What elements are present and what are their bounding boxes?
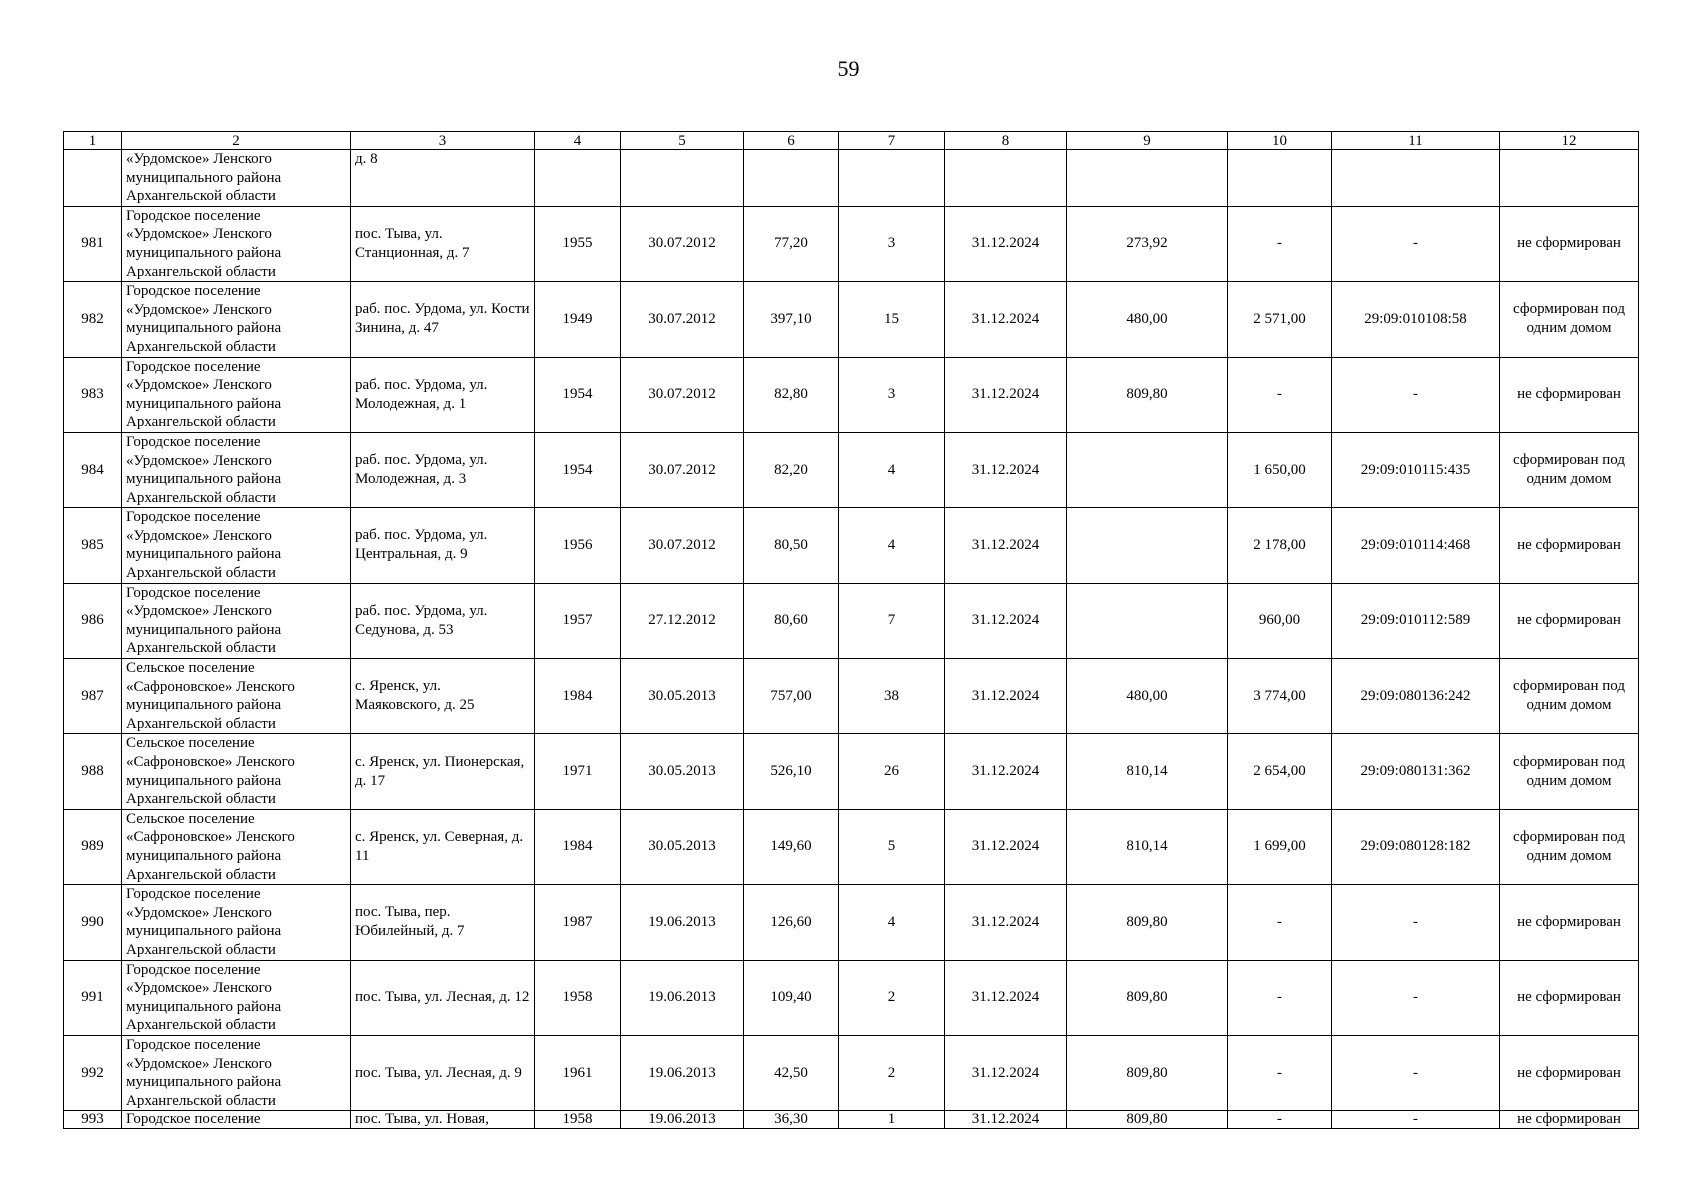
- cell-num: 986: [64, 583, 122, 658]
- cell-col10: 1 699,00: [1228, 809, 1332, 884]
- cell-area: 526,10: [744, 734, 839, 809]
- cell-cadastral: 29:09:010112:589: [1332, 583, 1500, 658]
- cell-date: 19.06.2013: [621, 1035, 744, 1110]
- cell-area: 80,60: [744, 583, 839, 658]
- registry-table: [63, 131, 1639, 1129]
- cell-num: 992: [64, 1035, 122, 1110]
- cell-address: пос. Тыва, ул. Новая,: [351, 1111, 535, 1129]
- cell-year: 1956: [535, 508, 621, 583]
- cell-land-status: не сформирован: [1500, 960, 1639, 1035]
- cell-address: с. Яренск, ул. Пионерская, д. 17: [351, 734, 535, 809]
- cell-col10: -: [1228, 960, 1332, 1035]
- cell-col9: 809,80: [1067, 1111, 1228, 1129]
- cell-residents: 5: [839, 809, 945, 884]
- cell-year: 1954: [535, 432, 621, 507]
- cell-residents: 3: [839, 206, 945, 281]
- cell-address: пос. Тыва, ул. Лесная, д. 12: [351, 960, 535, 1035]
- cell-municipality: Городское поселение «Урдомское» Ленского муниципального района Архангельской области: [122, 432, 351, 507]
- cell-empty: [1228, 150, 1332, 207]
- cell-col9: 809,80: [1067, 1035, 1228, 1110]
- table-row: [64, 659, 1639, 734]
- cell-municipality: Сельское поселение «Сафроновское» Ленского муниципального района Архангельской области: [122, 734, 351, 809]
- table-row: [64, 1035, 1639, 1110]
- cell-col10: 960,00: [1228, 583, 1332, 658]
- cell-year: 1949: [535, 282, 621, 357]
- page-number: 59: [837, 56, 860, 81]
- cell-year: 1984: [535, 659, 621, 734]
- cell-date: 30.07.2012: [621, 432, 744, 507]
- cell-empty: [839, 150, 945, 207]
- cell-residents: 3: [839, 357, 945, 432]
- cell-year: 1984: [535, 809, 621, 884]
- cell-municipality: Городское поселение «Урдомское» Ленского муниципального района Архангельской области: [122, 583, 351, 658]
- cell-area: 126,60: [744, 885, 839, 960]
- cell-area: 109,40: [744, 960, 839, 1035]
- continuation-row: [64, 150, 1639, 207]
- cell-municipality: «Урдомское» Ленского муниципального района Архангельской области: [122, 150, 351, 207]
- table-row: [64, 357, 1639, 432]
- cell-date: 30.05.2013: [621, 809, 744, 884]
- cell-area: 36,30: [744, 1111, 839, 1129]
- table-row: [64, 583, 1639, 658]
- cell-residents: 1: [839, 1111, 945, 1129]
- cell-empty: [1332, 150, 1500, 207]
- cell-residents: 4: [839, 508, 945, 583]
- cell-col10: -: [1228, 1111, 1332, 1129]
- cell-num: 987: [64, 659, 122, 734]
- cell-empty: [945, 150, 1067, 207]
- cell-cadastral: -: [1332, 1111, 1500, 1129]
- cell-address: раб. пос. Урдома, ул. Центральная, д. 9: [351, 508, 535, 583]
- cell-date: 19.06.2013: [621, 885, 744, 960]
- cell-num: 991: [64, 960, 122, 1035]
- cell-empty: [1067, 150, 1228, 207]
- cell-plan-date: 31.12.2024: [945, 357, 1067, 432]
- cell-plan-date: 31.12.2024: [945, 583, 1067, 658]
- table-row: [64, 885, 1639, 960]
- cell-col9: [1067, 583, 1228, 658]
- cell-col9: 809,80: [1067, 885, 1228, 960]
- cell-cadastral: 29:09:080128:182: [1332, 809, 1500, 884]
- cell-num: 993: [64, 1111, 122, 1129]
- cell-cadastral: 29:09:010114:468: [1332, 508, 1500, 583]
- cell-year: 1954: [535, 357, 621, 432]
- cell-cadastral: 29:09:080131:362: [1332, 734, 1500, 809]
- column-number: 10: [1228, 132, 1332, 150]
- cell-year: 1955: [535, 206, 621, 281]
- cell-col9: 480,00: [1067, 659, 1228, 734]
- cell-plan-date: 31.12.2024: [945, 659, 1067, 734]
- cell-municipality: Городское поселение «Урдомское» Ленского муниципального района Архангельской области: [122, 206, 351, 281]
- cell-residents: 2: [839, 960, 945, 1035]
- cell-land-status: сформирован под одним домом: [1500, 432, 1639, 507]
- cell-address: с. Яренск, ул. Северная, д. 11: [351, 809, 535, 884]
- cell-address: с. Яренск, ул. Маяковского, д. 25: [351, 659, 535, 734]
- cell-address: раб. пос. Урдома, ул. Молодежная, д. 3: [351, 432, 535, 507]
- cell-cadastral: 29:09:080136:242: [1332, 659, 1500, 734]
- cell-date: 30.07.2012: [621, 282, 744, 357]
- cell-area: 82,20: [744, 432, 839, 507]
- cell-municipality: Городское поселение «Урдомское» Ленского муниципального района Архангельской области: [122, 508, 351, 583]
- cell-residents: 7: [839, 583, 945, 658]
- cell-municipality: Сельское поселение «Сафроновское» Ленского муниципального района Архангельской области: [122, 659, 351, 734]
- cell-area: 77,20: [744, 206, 839, 281]
- cell-area: 80,50: [744, 508, 839, 583]
- cell-cadastral: 29:09:010115:435: [1332, 432, 1500, 507]
- cell-date: 30.05.2013: [621, 734, 744, 809]
- table-row-last: [64, 1111, 1639, 1129]
- cell-col9: [1067, 432, 1228, 507]
- cell-date: 30.07.2012: [621, 206, 744, 281]
- cell-cadastral: -: [1332, 960, 1500, 1035]
- cell-num: [64, 150, 122, 207]
- cell-cadastral: 29:09:010108:58: [1332, 282, 1500, 357]
- cell-num: 982: [64, 282, 122, 357]
- table-row: [64, 734, 1639, 809]
- cell-year: 1957: [535, 583, 621, 658]
- cell-date: 19.06.2013: [621, 1111, 744, 1129]
- cell-plan-date: 31.12.2024: [945, 1111, 1067, 1129]
- cell-residents: 4: [839, 885, 945, 960]
- cell-area: 82,80: [744, 357, 839, 432]
- cell-plan-date: 31.12.2024: [945, 432, 1067, 507]
- cell-area: 149,60: [744, 809, 839, 884]
- cell-land-status: не сформирован: [1500, 583, 1639, 658]
- cell-plan-date: 31.12.2024: [945, 885, 1067, 960]
- cell-col9: 273,92: [1067, 206, 1228, 281]
- table-row: [64, 809, 1639, 884]
- cell-address: раб. пос. Урдома, ул. Кости Зинина, д. 47: [351, 282, 535, 357]
- table-row: [64, 282, 1639, 357]
- cell-land-status: сформирован под одним домом: [1500, 282, 1639, 357]
- cell-municipality: Городское поселение «Урдомское» Ленского муниципального района Архангельской области: [122, 1035, 351, 1110]
- cell-date: 19.06.2013: [621, 960, 744, 1035]
- cell-num: 984: [64, 432, 122, 507]
- cell-address: д. 8: [351, 150, 535, 207]
- column-number: 7: [839, 132, 945, 150]
- column-number: 9: [1067, 132, 1228, 150]
- cell-address: пос. Тыва, ул. Лесная, д. 9: [351, 1035, 535, 1110]
- cell-plan-date: 31.12.2024: [945, 282, 1067, 357]
- cell-cadastral: -: [1332, 357, 1500, 432]
- cell-land-status: не сформирован: [1500, 206, 1639, 281]
- cell-municipality: Городское поселение «Урдомское» Ленского муниципального района Архангельской области: [122, 282, 351, 357]
- cell-col10: 2 571,00: [1228, 282, 1332, 357]
- cell-land-status: не сформирован: [1500, 1111, 1639, 1129]
- cell-num: 990: [64, 885, 122, 960]
- column-number: 8: [945, 132, 1067, 150]
- cell-col10: 1 650,00: [1228, 432, 1332, 507]
- cell-cadastral: -: [1332, 885, 1500, 960]
- cell-plan-date: 31.12.2024: [945, 734, 1067, 809]
- cell-plan-date: 31.12.2024: [945, 508, 1067, 583]
- cell-empty: [621, 150, 744, 207]
- cell-num: 981: [64, 206, 122, 281]
- cell-col9: 810,14: [1067, 734, 1228, 809]
- cell-land-status: не сформирован: [1500, 885, 1639, 960]
- cell-num: 985: [64, 508, 122, 583]
- cell-residents: 38: [839, 659, 945, 734]
- cell-col10: 2 654,00: [1228, 734, 1332, 809]
- cell-land-status: не сформирован: [1500, 357, 1639, 432]
- cell-col10: -: [1228, 357, 1332, 432]
- column-number: 4: [535, 132, 621, 150]
- cell-address: пос. Тыва, пер. Юбилейный, д. 7: [351, 885, 535, 960]
- cell-year: 1971: [535, 734, 621, 809]
- cell-num: 983: [64, 357, 122, 432]
- cell-col9: [1067, 508, 1228, 583]
- cell-num: 988: [64, 734, 122, 809]
- column-number: 11: [1332, 132, 1500, 150]
- column-number-row: [64, 132, 1639, 150]
- cell-empty: [744, 150, 839, 207]
- cell-area: 757,00: [744, 659, 839, 734]
- cell-col9: 480,00: [1067, 282, 1228, 357]
- cell-land-status: сформирован под одним домом: [1500, 809, 1639, 884]
- cell-year: 1961: [535, 1035, 621, 1110]
- cell-municipality: Сельское поселение «Сафроновское» Ленского муниципального района Архангельской области: [122, 809, 351, 884]
- cell-plan-date: 31.12.2024: [945, 206, 1067, 281]
- cell-date: 30.05.2013: [621, 659, 744, 734]
- cell-area: 42,50: [744, 1035, 839, 1110]
- cell-year: 1958: [535, 960, 621, 1035]
- cell-col10: -: [1228, 1035, 1332, 1110]
- cell-year: 1958: [535, 1111, 621, 1129]
- cell-cadastral: -: [1332, 206, 1500, 281]
- column-number: 2: [122, 132, 351, 150]
- cell-address: раб. пос. Урдома, ул. Молодежная, д. 1: [351, 357, 535, 432]
- cell-num: 989: [64, 809, 122, 884]
- table-row: [64, 206, 1639, 281]
- column-number: 5: [621, 132, 744, 150]
- cell-col10: -: [1228, 885, 1332, 960]
- cell-address: раб. пос. Урдома, ул. Седунова, д. 53: [351, 583, 535, 658]
- cell-municipality: Городское поселение «Урдомское» Ленского муниципального района Архангельской области: [122, 357, 351, 432]
- cell-date: 30.07.2012: [621, 508, 744, 583]
- cell-date: 30.07.2012: [621, 357, 744, 432]
- column-number: 6: [744, 132, 839, 150]
- cell-residents: 15: [839, 282, 945, 357]
- cell-col10: -: [1228, 206, 1332, 281]
- cell-col10: 2 178,00: [1228, 508, 1332, 583]
- cell-col9: 810,14: [1067, 809, 1228, 884]
- cell-residents: 2: [839, 1035, 945, 1110]
- cell-col9: 809,80: [1067, 960, 1228, 1035]
- cell-area: 397,10: [744, 282, 839, 357]
- cell-land-status: сформирован под одним домом: [1500, 734, 1639, 809]
- cell-date: 27.12.2012: [621, 583, 744, 658]
- cell-municipality: Городское поселение «Урдомское» Ленского муниципального района Архангельской области: [122, 885, 351, 960]
- cell-residents: 4: [839, 432, 945, 507]
- column-number: 3: [351, 132, 535, 150]
- table-row: [64, 508, 1639, 583]
- cell-plan-date: 31.12.2024: [945, 960, 1067, 1035]
- cell-municipality: Городское поселение «Урдомское» Ленского муниципального района Архангельской области: [122, 960, 351, 1035]
- cell-col10: 3 774,00: [1228, 659, 1332, 734]
- cell-cadastral: -: [1332, 1035, 1500, 1110]
- cell-address: пос. Тыва, ул. Станционная, д. 7: [351, 206, 535, 281]
- cell-land-status: не сформирован: [1500, 508, 1639, 583]
- cell-empty: [1500, 150, 1639, 207]
- cell-plan-date: 31.12.2024: [945, 809, 1067, 884]
- cell-year: 1987: [535, 885, 621, 960]
- cell-empty: [535, 150, 621, 207]
- cell-col9: 809,80: [1067, 357, 1228, 432]
- cell-land-status: не сформирован: [1500, 1035, 1639, 1110]
- cell-residents: 26: [839, 734, 945, 809]
- column-number: 1: [64, 132, 122, 150]
- table-row: [64, 432, 1639, 507]
- table-row: [64, 960, 1639, 1035]
- cell-land-status: сформирован под одним домом: [1500, 659, 1639, 734]
- column-number: 12: [1500, 132, 1639, 150]
- cell-municipality: Городское поселение: [122, 1111, 351, 1129]
- cell-plan-date: 31.12.2024: [945, 1035, 1067, 1110]
